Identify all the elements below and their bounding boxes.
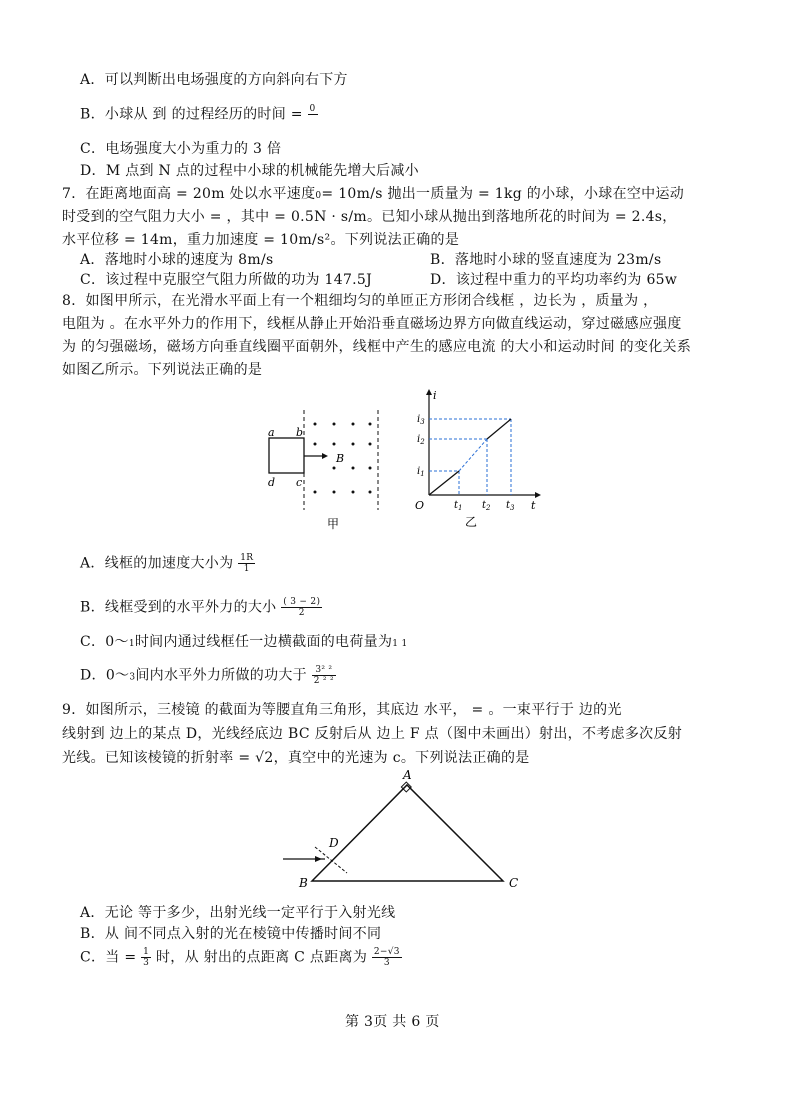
label-point-d: D bbox=[329, 836, 339, 850]
tick-t3: $t_3$ bbox=[506, 500, 515, 512]
q7-stem-line1: 7．在距离地面高 = 20m 处以水平速度0= 10m/s 抛出一质量为 = 1kg 的小球，小球在空中运动 bbox=[62, 186, 685, 202]
prism-triangle bbox=[312, 785, 503, 881]
caption-jia: 甲 bbox=[327, 517, 340, 531]
label-d: d bbox=[268, 476, 276, 489]
q8-option-c: C．0～1时间内通过线框任一边横截面的电荷量为1 1 bbox=[80, 634, 408, 650]
q8-stem-line4: 如图乙所示。下列说法正确的是 bbox=[62, 362, 263, 378]
q6-option-d: D．M 点到 N 点的过程中小球的机械能先增大后减小 bbox=[80, 163, 419, 179]
axis-t-label: t bbox=[531, 499, 536, 512]
q8-stem-line1: 8．如图甲所示，在光滑水平面上有一个粗细均匀的单匝正方形闭合线框 ，边长为 ，质量为 ， bbox=[62, 293, 658, 309]
tick-i2: $i_2$ bbox=[417, 434, 425, 446]
q8-option-d-fraction: $\frac{\text{3² ²}}{\text{2 ² ²}}$ bbox=[313, 665, 334, 686]
q7-stem-line3: 水平位移 = 14m，重力加速度 = 10m/s²。下列说法正确的是 bbox=[62, 232, 460, 248]
label-c: c bbox=[296, 476, 303, 489]
q8-figure-jia bbox=[260, 410, 390, 535]
q6-option-b-text: B．小球从 到 的过程经历的时间 = bbox=[80, 106, 303, 123]
q9-prism-figure bbox=[275, 765, 535, 895]
tick-t1: $t_1$ bbox=[454, 500, 463, 512]
q7-option-b: B．落地时小球的竖直速度为 23m/s bbox=[430, 252, 662, 268]
axis-i-label: i bbox=[433, 389, 437, 402]
label-vertex-a: A bbox=[403, 768, 412, 782]
page-footer: 第 3页 共 6 页 bbox=[345, 1014, 440, 1030]
q9-stem-line2: 线射到 边上的某点 D，光线经底边 BC 反射后从 边上 F 点（图中未画出）射出，不考虑多次反射 bbox=[62, 726, 683, 742]
square-coil bbox=[269, 438, 304, 473]
caption-yi: 乙 bbox=[465, 515, 478, 529]
tick-t2: $t_2$ bbox=[482, 500, 491, 512]
q9-option-a: A．无论 等于多少，出射光线一定平行于入射光线 bbox=[80, 905, 396, 921]
tick-i1: $i_1$ bbox=[417, 466, 425, 478]
q8-option-b: B．线框受到的水平外力的大小 $\frac{( 3 - 2)}{2}$ bbox=[80, 597, 321, 618]
q8-option-a: A．线框的加速度大小为 $\frac{1R}{1}$ bbox=[80, 553, 254, 574]
label-vertex-b: B bbox=[299, 876, 308, 890]
q8-stem-line3: 为 的匀强磁场，磁场方向垂直线圈平面朝外，线框中产生的感应电流 的大小和运动时间 的变化关系 bbox=[62, 339, 692, 355]
label-vertex-c: C bbox=[509, 876, 519, 890]
q9-option-b: B．从 间不同点入射的光在棱镜中传播时间不同 bbox=[80, 926, 382, 942]
q6-option-b-fraction: 0 bbox=[309, 104, 316, 114]
origin-label: O bbox=[415, 499, 425, 512]
q9-stem-line3: 光线。已知该棱镜的折射率 = √2，真空中的光速为 c。下列说法正确的是 bbox=[62, 750, 530, 766]
q7-option-d: D．该过程中重力的平均功率约为 65w bbox=[430, 272, 678, 288]
q6-option-b bbox=[80, 104, 318, 125]
q7-option-c: C．该过程中克服空气阻力所做的功为 147.5J bbox=[80, 272, 373, 288]
q8-stem-line2: 电阻为 。在水平外力的作用下，线框从静止开始沿垂直磁场边界方向做直线运动，穿过磁感应强度 bbox=[62, 316, 682, 332]
q9-option-c-fraction1: $\frac{1}{3}$ bbox=[143, 947, 150, 968]
label-b: b bbox=[296, 426, 304, 439]
q8-option-a-fraction: $\frac{1R}{1}$ bbox=[240, 553, 254, 574]
tick-i3: $i_3$ bbox=[417, 414, 425, 426]
q7-option-a: A．落地时小球的速度为 8m/s bbox=[80, 252, 274, 268]
q8-figure-yi bbox=[405, 385, 545, 530]
guide-lines bbox=[429, 419, 511, 495]
q9-option-c-fraction2: $\frac{2-√3}{3}$ bbox=[373, 947, 400, 968]
label-field-b: B bbox=[336, 452, 345, 465]
q8-option-d: D．0～3间内水平外力所做的功大于 $\frac{\text{3² ²}}{\text{2 ² ²}}$ bbox=[80, 665, 334, 686]
q7-stem-line2: 时受到的空气阻力大小 = ，其中 = 0.5N · s/m。已知小球从抛出到落地所花的时间为 = 2.4s， bbox=[62, 209, 677, 225]
q6-option-c: C．电场强度大小为重力的 3 倍 bbox=[80, 141, 282, 157]
q9-stem-line1: 9．如图所示，三棱镜 的截面为等腰直角三角形，其底边 水平， = 。一束平行于 边的光 bbox=[62, 702, 622, 718]
q8-option-b-fraction: $\frac{( 3 - 2)}{2}$ bbox=[283, 597, 321, 618]
q6-option-a: A．可以判断出电场强度的方向斜向右下方 bbox=[80, 72, 348, 88]
q9-option-c: C．当 = $\frac{1}{3}$ 时，从 射出的点距离 C 点距离为 $\frac{2-√3}{3}$ bbox=[80, 947, 400, 968]
label-a: a bbox=[268, 426, 275, 439]
